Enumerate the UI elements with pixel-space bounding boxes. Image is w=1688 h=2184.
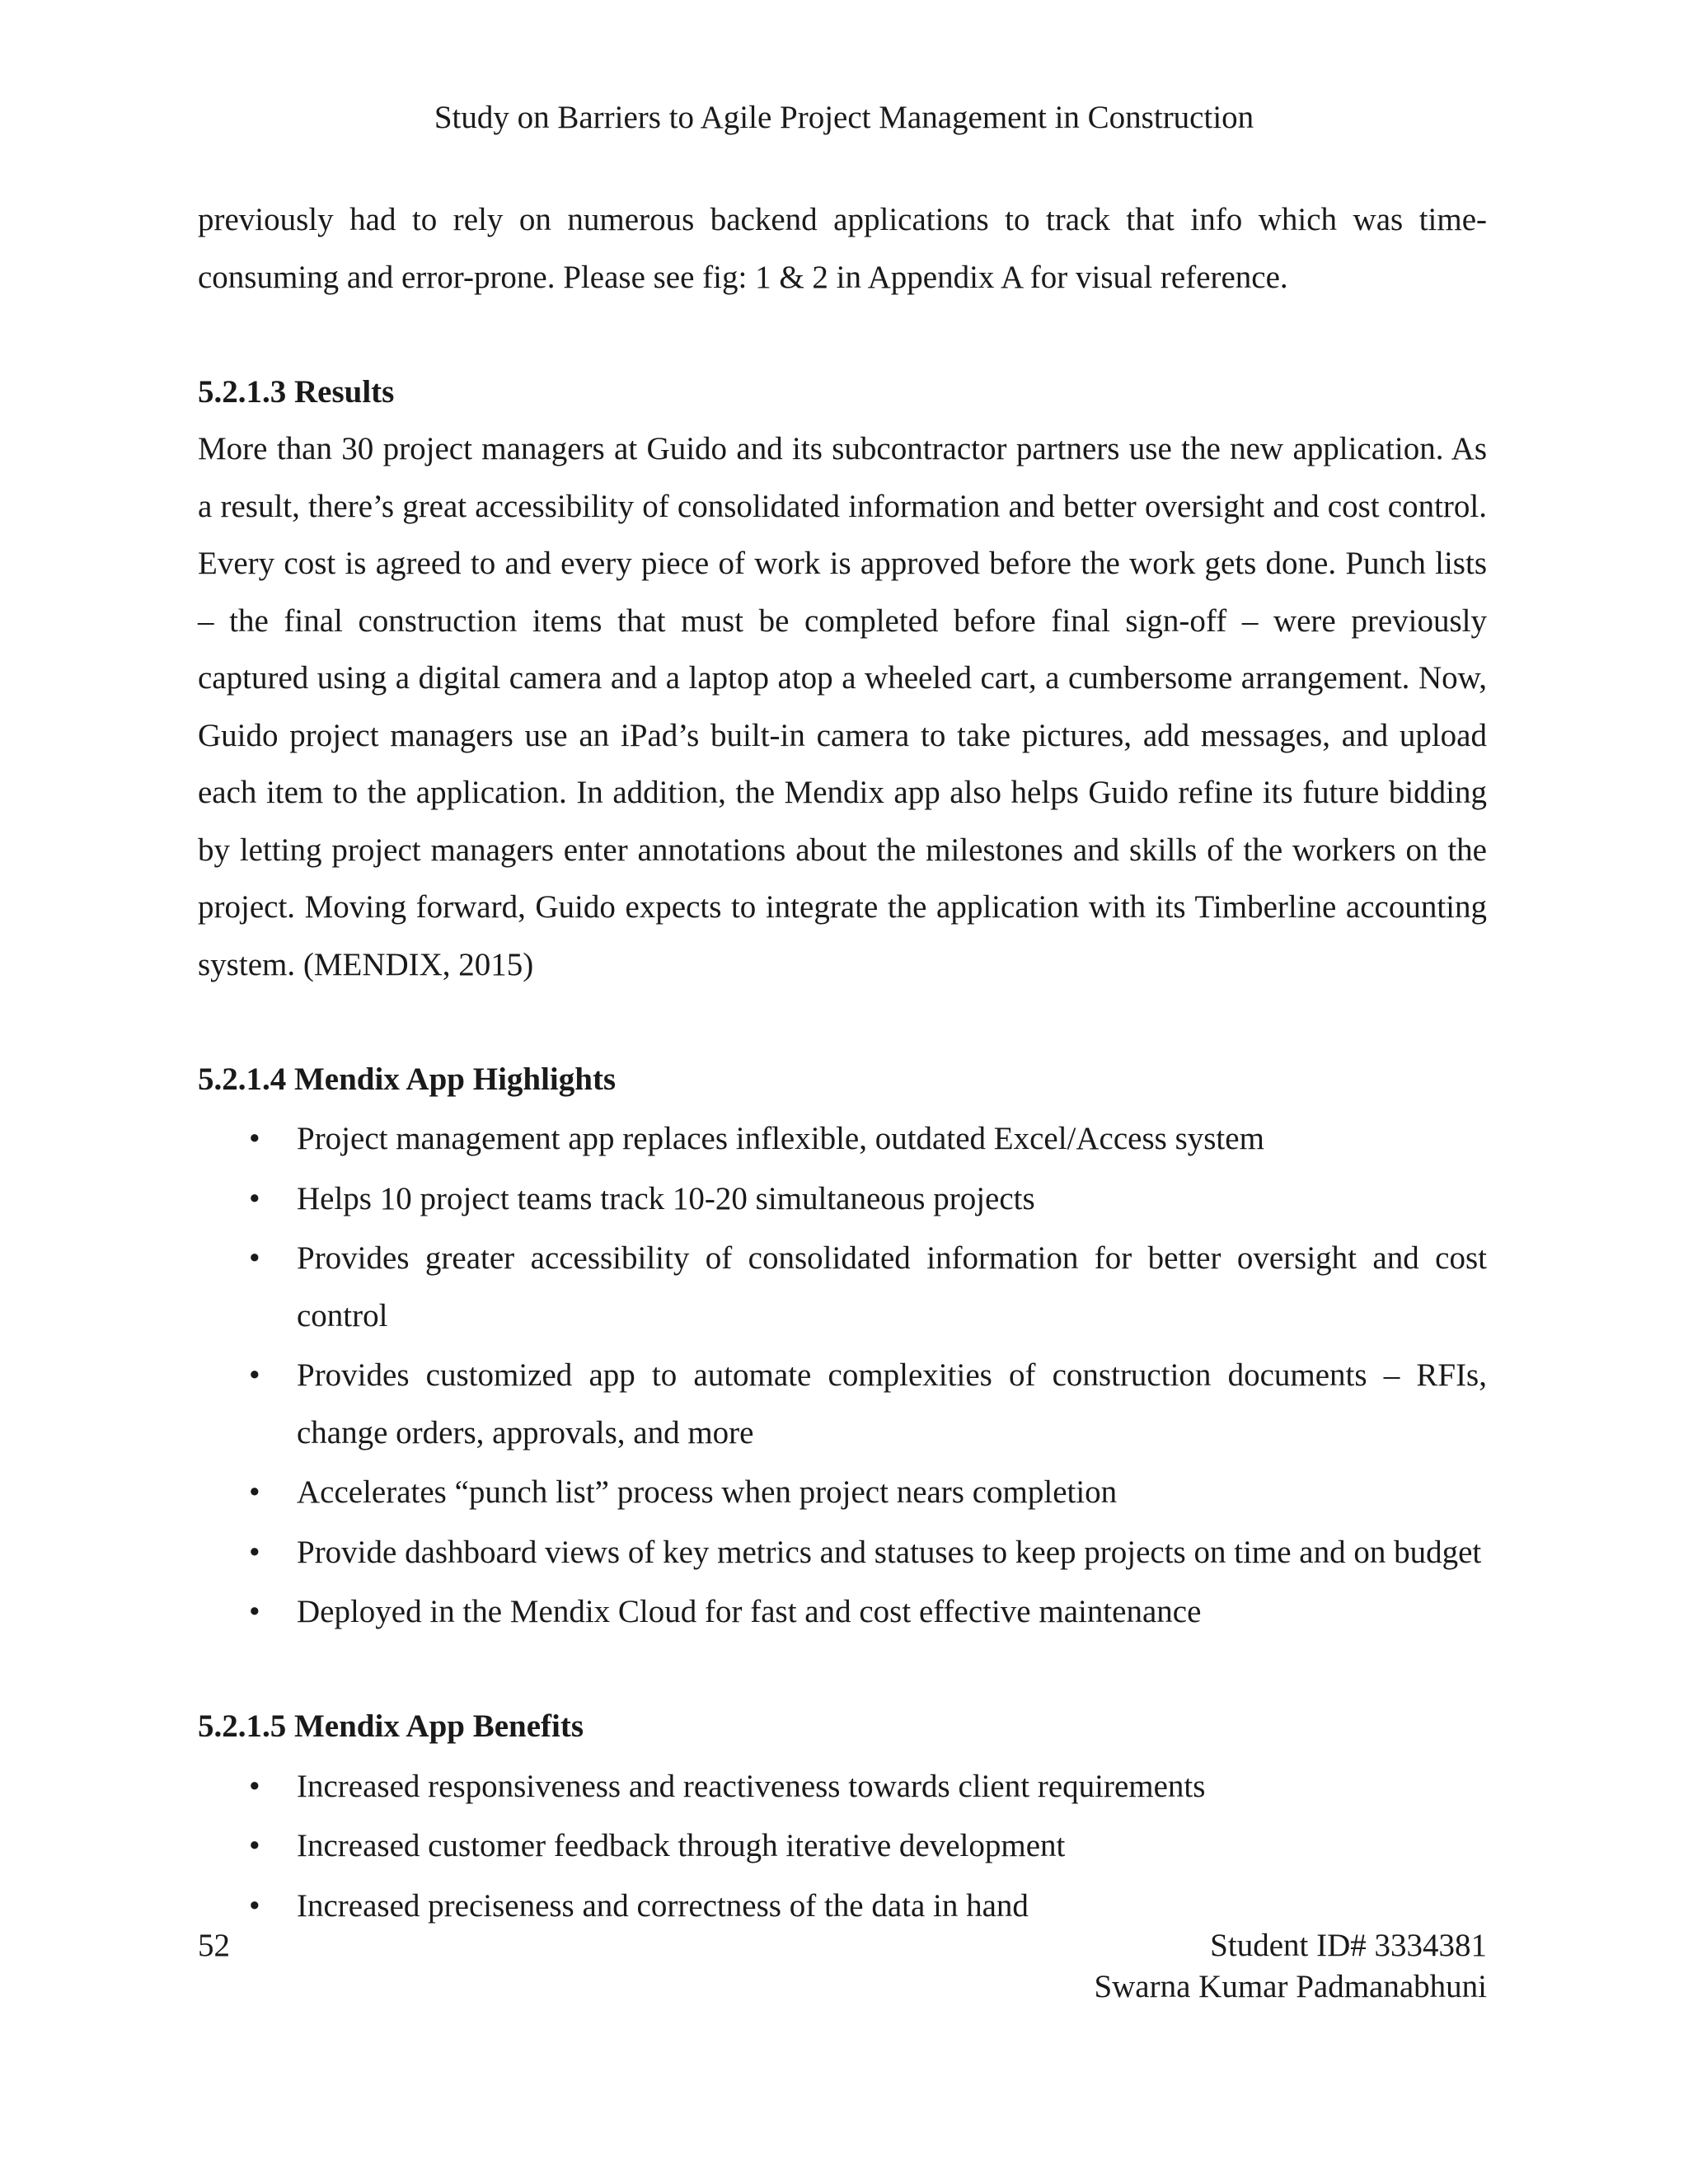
benefits-heading: 5.2.1.5 Mendix App Benefits xyxy=(198,1708,584,1744)
bullet-icon: • xyxy=(249,1240,260,1276)
list-item xyxy=(198,1347,1487,1461)
bullet-icon: • xyxy=(249,1768,260,1804)
list-item-text: Project management app replaces inflexible, outdated Excel/Access system xyxy=(297,1121,1264,1156)
list-item-text: Increased preciseness and correctness of the data in hand xyxy=(297,1887,1029,1924)
page-number: 52 xyxy=(198,1928,230,1963)
list-item-text: Accelerates “punch list” process when project nears completion xyxy=(297,1474,1118,1510)
list-item xyxy=(198,1110,1487,1168)
list-item xyxy=(198,1817,1487,1875)
bullet-icon: • xyxy=(249,1594,260,1629)
footer-author-block xyxy=(1094,1925,1487,2008)
bullet-icon: • xyxy=(249,1828,260,1863)
list-item-text: Provides greater accessibility of consolidated information for better oversight and cost control xyxy=(297,1240,1487,1333)
list-item xyxy=(198,1170,1487,1228)
highlights-list xyxy=(198,1110,1487,1641)
list-item-text: Increased customer feedback through iterative development xyxy=(297,1828,1066,1863)
bullet-icon: • xyxy=(249,1357,260,1393)
list-item xyxy=(198,1524,1487,1582)
results-heading: 5.2.1.3 Results xyxy=(198,373,395,410)
bullet-icon: • xyxy=(249,1474,260,1510)
benefits-list xyxy=(198,1758,1487,1935)
running-header: Study on Barriers to Agile Project Management in Construction xyxy=(434,100,1254,135)
list-item xyxy=(198,1230,1487,1344)
page-body xyxy=(198,191,1487,1934)
highlights-heading: 5.2.1.4 Mendix App Highlights xyxy=(198,1061,617,1097)
list-item-text: Provide dashboard views of key metrics and statuses to keep projects on time and on budget xyxy=(297,1534,1482,1570)
list-item-text: Helps 10 project teams track 10-20 simultaneous projects xyxy=(297,1180,1035,1216)
bullet-icon: • xyxy=(249,1887,260,1924)
intro-paragraph: previously had to rely on numerous backend applications to track that info which was time-consuming and error-prone. Please see fig: 1 & 2 in Appendix A for visual reference. xyxy=(198,202,1487,295)
bullet-icon: • xyxy=(249,1121,260,1156)
author-name: Swarna Kumar Padmanabhuni xyxy=(1094,1969,1487,2004)
list-item-text: Provides customized app to automate complexities of construction documents – RFIs, change orders, approvals, and more xyxy=(297,1357,1487,1451)
list-item xyxy=(198,1583,1487,1641)
list-item xyxy=(198,1758,1487,1816)
results-paragraph: More than 30 project managers at Guido and its subcontractor partners use the new application. As a result, there’s great accessibility of consolidated information and better oversight and cost control. Every cost is agreed to and every piece of work is approved before the work gets done. Punch lists – the final construction items that must be completed before final sign-off – were previously captured using a digital camera and a laptop atop a wheeled cart, a cumbersome arrangement. Now, Guido project managers use an iPad’s built-in camera to take pictures, add messages, and upload each item to the application. In addition, the Mendix app also helps Guido refine its future bidding by letting project managers enter annotations about the milestones and skills of the workers on the project. Moving forward, Guido expects to integrate the application with its Timberline accounting system. (MENDIX, 2015) xyxy=(198,431,1487,982)
list-item xyxy=(198,1464,1487,1521)
list-item-text: Increased responsiveness and reactiveness towards client requirements xyxy=(297,1768,1206,1804)
student-id: Student ID# 3334381 xyxy=(1210,1928,1487,1963)
bullet-icon: • xyxy=(249,1180,260,1216)
list-item-text: Deployed in the Mendix Cloud for fast and cost effective maintenance xyxy=(297,1594,1202,1629)
bullet-icon: • xyxy=(249,1534,260,1570)
